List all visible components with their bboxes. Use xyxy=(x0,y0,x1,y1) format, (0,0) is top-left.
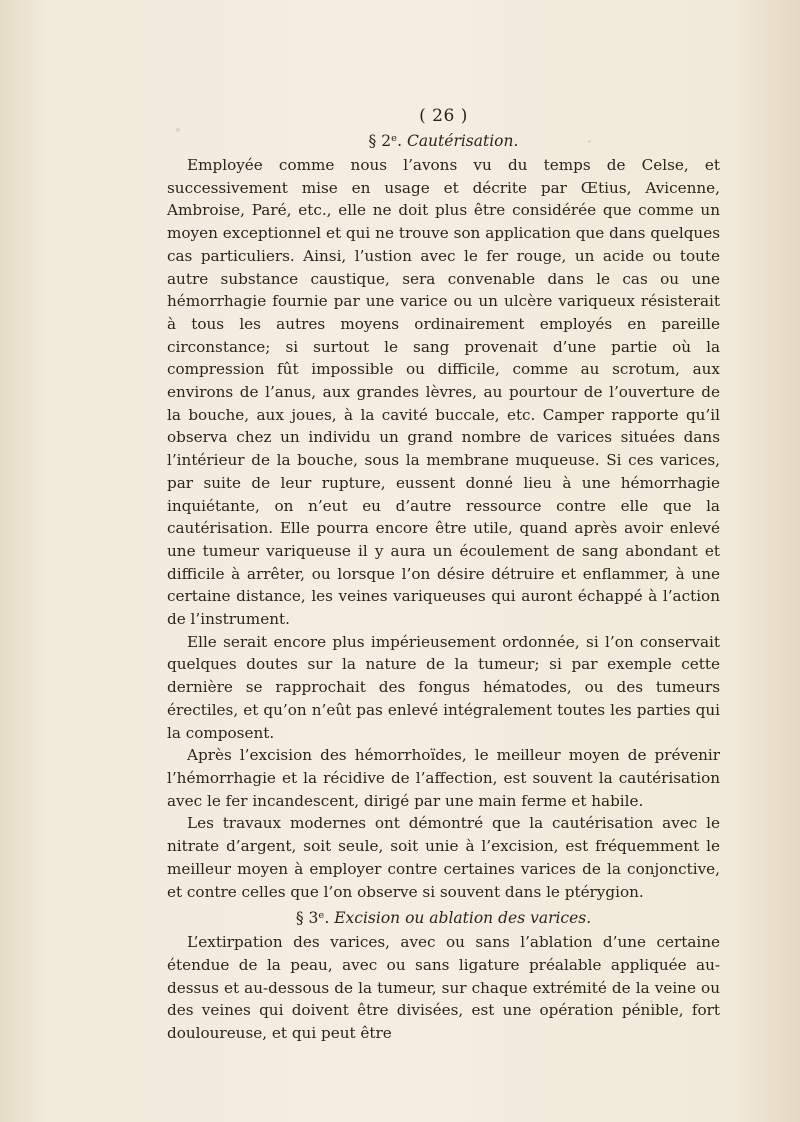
section-number: § 2ᵉ. xyxy=(368,132,403,150)
page-content xyxy=(167,106,720,1045)
page-number: ( 26 ) xyxy=(419,106,468,126)
section-number: § 3ᵉ. xyxy=(295,909,330,928)
section-title: Excision ou ablation des varices. xyxy=(334,909,592,928)
paragraph: Employée comme nous l’avons vu du temps de Celse, et successivement mise en usage et décrite par Œtius, Avicenne, Ambroise, Paré, etc., elle ne doit plus être considérée que comme un moyen exceptionnel et qui ne trouve son application que dans quelques cas particuliers. Ainsi, l’ustion avec le fer rouge, un acide ou toute autre substance caustique, sera convenable dans le cas ou une hémorrhagie fournie par une varice ou un ulcère variqueux résisterait à tous les autres moyens ordinairement employés en pareille circonstance; si surtout le sang provenait d’une partie où la compression fût impossible ou difficile, comme au scrotum, aux environs de l’anus, aux grandes lèvres, au pourtour de l’ouverture de la bouche, aux joues, à la cavité buccale, etc. Camper rapporte qu’il observa chez un individu un grand nombre de varices situées dans l’intérieur de la bouche, sous la membrane muqueuse. Si ces varices, par suite de leur rupture, eussent donné lieu à une hémorrhagie inquiétante, on n’eut eu d’autre ressource contre elle que la cautérisation. Elle pourra encore être utile, quand après avoir enlevé une tumeur variqueuse il y aura un écoulement de sang abondant et difficile à arrêter, ou lorsque l’on désire détruire et enflammer, à une certaine distance, les veines variqueuses qui auront échappé à l’action de l’instrument. xyxy=(167,156,720,629)
paragraph: Elle serait encore plus impérieusement ordonnée, si l’on conservait quelques doutes sur la nature de la tumeur; si par exemple cette dernière se rapprochait des fongus hématodes, ou des tumeurs érectiles, et qu’on n’eût pas enlevé intégralement toutes les parties qui la composent. xyxy=(167,632,720,742)
section-heading-cauterisation xyxy=(167,132,720,150)
paragraph: L’extirpation des varices, avec ou sans l’ablation d’une certaine étendue de la peau, avec ou sans ligature préalable appliquée au-dessus et au-dessous de la tumeur, sur chaque extrémité de la veine ou des veines qui doivent être divisées, est une opération pénible, fort douloureuse, et qui peut être xyxy=(167,933,720,1043)
section-heading-excision xyxy=(167,909,720,927)
section-title: Cautérisation. xyxy=(406,132,519,150)
paragraph: Après l’excision des hémorrhoïdes, le meilleur moyen de prévenir l’hémorrhagie et la récidive de l’affection, est souvent la cautérisation avec le fer incandescent, dirigé par une main ferme et habile. xyxy=(167,746,720,810)
paragraph: Les travaux modernes ont démontré que la cautérisation avec le nitrate d’argent, soit seule, soit unie à l’excision, est fréquemment le meilleur moyen à employer contre certaines varices de la conjonctive, et contre celles que l’on observe si souvent dans le ptérygion. xyxy=(167,814,720,901)
